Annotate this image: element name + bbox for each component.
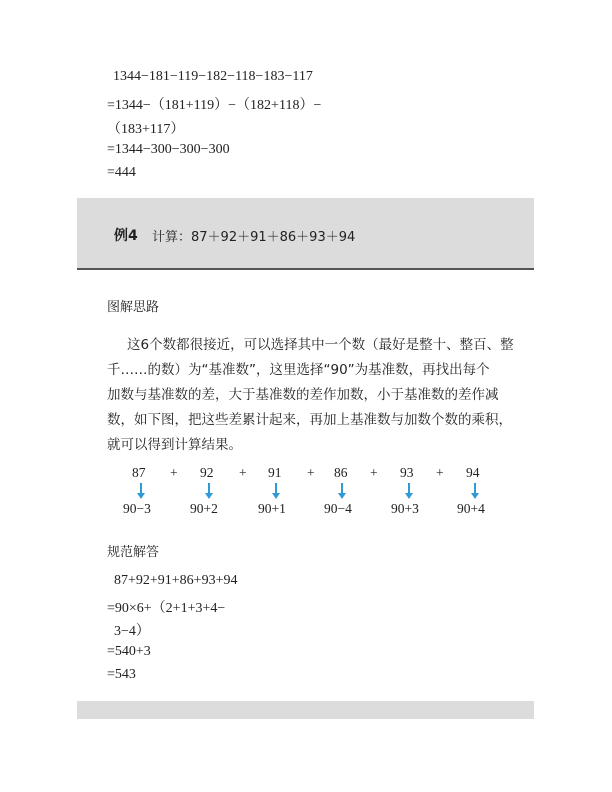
plus-sign: +: [307, 465, 315, 480]
addend-2: 92: [200, 465, 214, 480]
paragraph-line: 这6个数都很接近，可以选择其中一个数（最好是整十、整百、整: [127, 337, 514, 353]
plus-sign: +: [436, 465, 444, 480]
section-title-approach: 图解思路: [107, 300, 160, 315]
paragraph-line: 数，如下图，把这些差累计起来，再加上基准数与加数个数的乘积，: [107, 412, 512, 428]
calc-line-4: =1344−300−300−300: [107, 142, 230, 157]
calc-line-2: =1344−（181+119）−（182+118）−: [107, 98, 322, 113]
base-diff-6: 90+4: [457, 501, 485, 516]
base-diff-3: 90+1: [258, 501, 286, 516]
base-diff-5: 90+3: [391, 501, 419, 516]
solution-line: 87+92+91+86+93+94: [114, 573, 238, 588]
addend-5: 93: [400, 465, 414, 480]
paragraph-line: 加数与基准数的差，大于基准数的差作加数，小于基准数的差作减: [107, 387, 499, 403]
solution-line: =540+3: [107, 644, 151, 659]
solution-line: =543: [107, 667, 136, 682]
base-diff-4: 90−4: [324, 501, 352, 516]
solution-line: 3−4）: [114, 624, 150, 639]
footer-bar: [77, 701, 534, 719]
addend-6: 94: [466, 465, 480, 480]
calc-line-1: 1344−181−119−182−118−183−117: [113, 69, 313, 84]
banner-divider: [77, 268, 534, 270]
paragraph-line: 就可以得到计算结果。: [107, 437, 242, 453]
example-problem: 计算：87＋92＋91＋86＋93＋94: [152, 230, 356, 245]
addend-4: 86: [334, 465, 348, 480]
addend-1: 87: [132, 465, 146, 480]
calc-line-3: （183+117）: [107, 122, 185, 137]
section-title-solution: 规范解答: [107, 545, 160, 560]
plus-sign: +: [239, 465, 247, 480]
plus-sign: +: [370, 465, 378, 480]
calc-line-5: =444: [107, 165, 136, 180]
addend-3: 91: [268, 465, 282, 480]
base-diff-1: 90−3: [123, 501, 151, 516]
paragraph-line: 千……的数）为“基准数”，这里选择“90”为基准数，再找出每个: [107, 362, 490, 378]
plus-sign: +: [170, 465, 178, 480]
example-label: 例4: [114, 228, 138, 244]
solution-line: =90×6+（2+1+3+4−: [107, 601, 226, 616]
base-diff-2: 90+2: [190, 501, 218, 516]
